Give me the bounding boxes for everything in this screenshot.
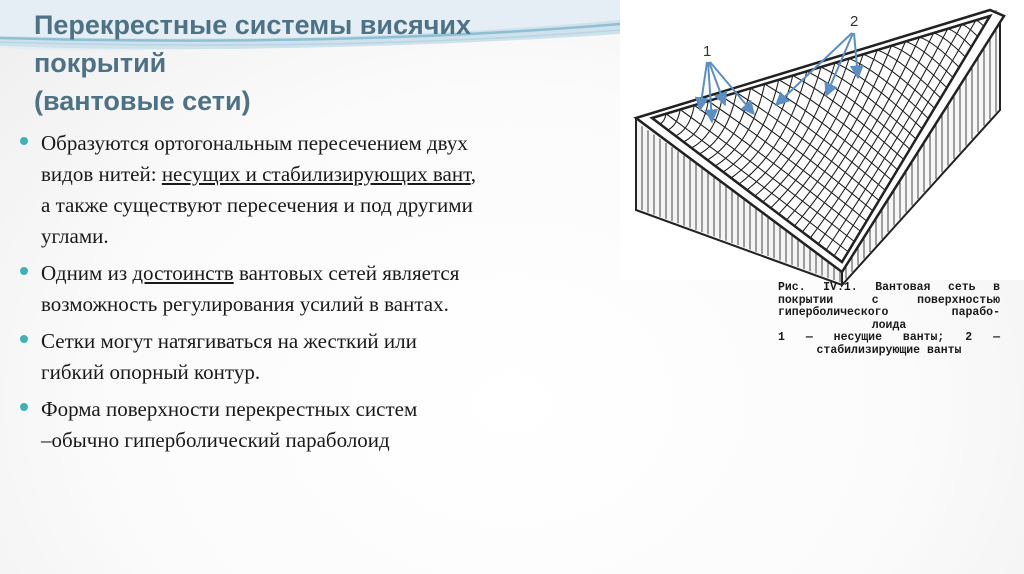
- bullet-item: [20, 128, 620, 252]
- slide-title: [34, 6, 594, 120]
- bullet-marker-icon: [20, 137, 28, 145]
- caption-line: стабилизирующие ванты: [816, 343, 962, 357]
- bullet-marker-icon: [20, 267, 28, 275]
- underlined-term: достоинств: [132, 261, 234, 285]
- bullet-line: гибкий опорный контур.: [41, 360, 261, 384]
- underlined-term: несущих и стабилизирующих вант: [161, 162, 471, 186]
- bullet-text: [41, 326, 620, 388]
- bullet-text: [41, 258, 620, 320]
- title-line-3: (вантовые сети): [34, 86, 251, 116]
- bullet-line: –обычно гиперболический параболоид: [41, 428, 390, 452]
- bullet-marker-icon: [20, 335, 28, 343]
- bullet-item: [20, 258, 620, 320]
- caption-line: 1 — несущие ванты; 2 —: [778, 331, 1000, 344]
- bullet-line: видов нитей: несущих и стабилизирующих вант,: [41, 162, 476, 186]
- title-line-1: Перекрестные системы висячих: [34, 10, 472, 40]
- caption-line: покрытии с поверхностью: [778, 293, 1000, 307]
- bullet-item: [20, 326, 620, 388]
- title-line-2: покрытий: [34, 48, 167, 78]
- bullet-line: возможность регулирования усилий в вантах.: [41, 292, 449, 316]
- bullet-text: [41, 394, 620, 456]
- bullet-text: [41, 128, 620, 252]
- bullet-line: Сетки могут натягиваться на жесткий или: [41, 329, 417, 353]
- bullet-item: [20, 394, 620, 456]
- label-2: 2: [850, 13, 859, 30]
- bullet-line: углами.: [41, 224, 109, 248]
- bullet-line: Форма поверхности перекрестных систем: [41, 397, 418, 421]
- bullet-line: Образуются ортогональным пересечением двух: [41, 131, 468, 155]
- bullet-line: а также существуют пересечения и под другими: [41, 193, 473, 217]
- caption-line: гиперболического парабо-: [778, 306, 1000, 319]
- bullet-list: [20, 128, 620, 462]
- bullet-marker-icon: [20, 403, 28, 411]
- caption-line: лоида: [871, 318, 907, 332]
- caption-line: Рис. IV.1. Вантовая сеть в: [778, 281, 1000, 294]
- figure-caption: [778, 282, 1000, 357]
- label-1: 1: [703, 43, 712, 60]
- bullet-line: Одним из достоинств вантовых сетей является: [41, 261, 460, 285]
